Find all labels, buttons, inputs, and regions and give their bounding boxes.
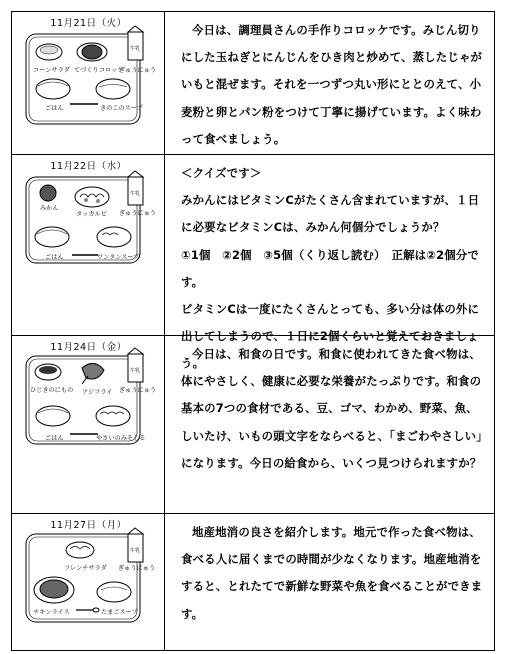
menu-description [165,12,494,154]
lunch-tray-illustration [12,336,165,514]
dish-label: ごはん [45,105,64,112]
dish-label: フレンチサラダ [64,565,107,572]
menu-date: 11月21日（火） [50,18,127,29]
dish-label: タッカルビ [76,211,107,218]
menu-description [165,336,494,513]
dish-label: たまごスープ [101,609,138,616]
dish-label: チキンライス [33,609,70,616]
dish-label: ぎゅうにゅう [119,67,157,74]
horse-mackerel-fry [82,363,104,379]
dish-label: アジフライ [82,389,113,396]
lunch-illustration-cell [12,155,165,335]
milk-carton-label: 牛乳 [130,46,141,52]
hijiki [39,366,57,374]
description-paragraph: みかんにはビタミンCがたくさん含まれていますが、１日に必要なビタミンCは、みかん何個分でしょうか？ [181,193,480,235]
dish-label: ぎゅうにゅう [119,387,157,394]
menu-table [11,11,495,651]
milk-carton-label: 牛乳 [130,548,141,554]
lunch-illustration-cell [12,336,165,513]
salad-bowl [66,542,94,558]
fry-tail [82,376,88,384]
lunch-tray-illustration [12,12,165,155]
menu-date: 11月22日（水） [50,161,127,172]
dish-label: きのこのスープ [100,105,143,112]
miso-soup-bowl [96,406,130,426]
milk-carton-top [128,26,143,32]
description-paragraph: 今日は、調理員さんの手作りコロッケです。みじん切りにした玉ねぎとにんじんをひき肉と炒めて、蒸したじゃがいもと混ぜます。それを一つずつ丸い形にととのえて、小麦粉と卵とパン粉をつけて丁寧に揚げています。よく味わって食べましょう。 [181,23,483,146]
dish-label: ぎゅうにゅう [118,565,156,572]
dish-label: やさいのみそしる [96,435,146,442]
lunch-tray-illustration [12,155,165,336]
dish-label: ぎゅうにゅう [119,210,157,217]
dish-label: ごはん [45,435,64,442]
lunch-illustration-cell [12,514,165,650]
spoon-head [93,608,99,612]
menu-date: 11月27日（月） [50,520,127,531]
dish-label: みかん [40,205,59,212]
description-paragraph: 地産地消の良さを紹介します。地元で作った食べ物は、食べる人に届くまでの時間が少なくなります。地産地消をすると、とれたてで新鮮な野菜や魚を食べることができます。 [181,525,483,621]
lunch-tray-illustration [12,514,165,650]
dak-galbi-piece [84,198,88,202]
menu-row-nov24 [12,336,494,514]
milk-carton-label: 牛乳 [130,368,141,374]
dish-label: コーンサラダ [33,67,70,74]
dish-label: ワンタンスープ [97,254,140,261]
soup-bowl [97,227,131,247]
quiz-answer: ①1個 ②2個 ③5個（くり返し読む） 正解は②2個分です。 [181,247,479,289]
menu-date: 11月24日（金） [50,342,127,353]
dish-label: てづくりコロッケ [74,67,124,74]
menu-row-nov27 [12,514,494,650]
milk-carton-top [128,348,143,354]
milk-carton-label: 牛乳 [130,191,141,197]
dak-galbi-piece [96,199,100,203]
soup-bowl [97,582,131,602]
quiz-heading: ＜クイズです＞ [181,166,262,180]
chicken-rice [40,580,68,598]
dish-label: ひじきのにもの [30,387,74,394]
menu-row-nov21 [12,12,494,155]
lunch-illustration-cell [12,12,165,154]
menu-description [165,155,494,371]
soup-bowl [96,79,130,99]
description-paragraph: 今日は、和食の日です。和食に使われてきた食べ物は、体にやさしく、健康に必要な栄養がたっぷりです。和食の基本の7つの食材である、豆、ゴマ、わかめ、野菜、魚、しいたけ、いもの頭文字をならべると、「まごわやさしい」になります。今日の給食から、いくつ見つけられますか？ [181,347,483,470]
milk-carton-top [128,528,143,534]
description-paragraph: ビタミンCは一度にたくさんとっても、多い分は体の外に出してしまうので、１日に2個くらいと覚えておきましょう。 [181,302,480,371]
mikan [40,185,56,201]
corn-salad [40,46,58,54]
menu-description [165,514,494,650]
milk-carton-top [128,171,143,177]
dish-label: ごはん [45,254,64,261]
croquette [82,45,102,59]
